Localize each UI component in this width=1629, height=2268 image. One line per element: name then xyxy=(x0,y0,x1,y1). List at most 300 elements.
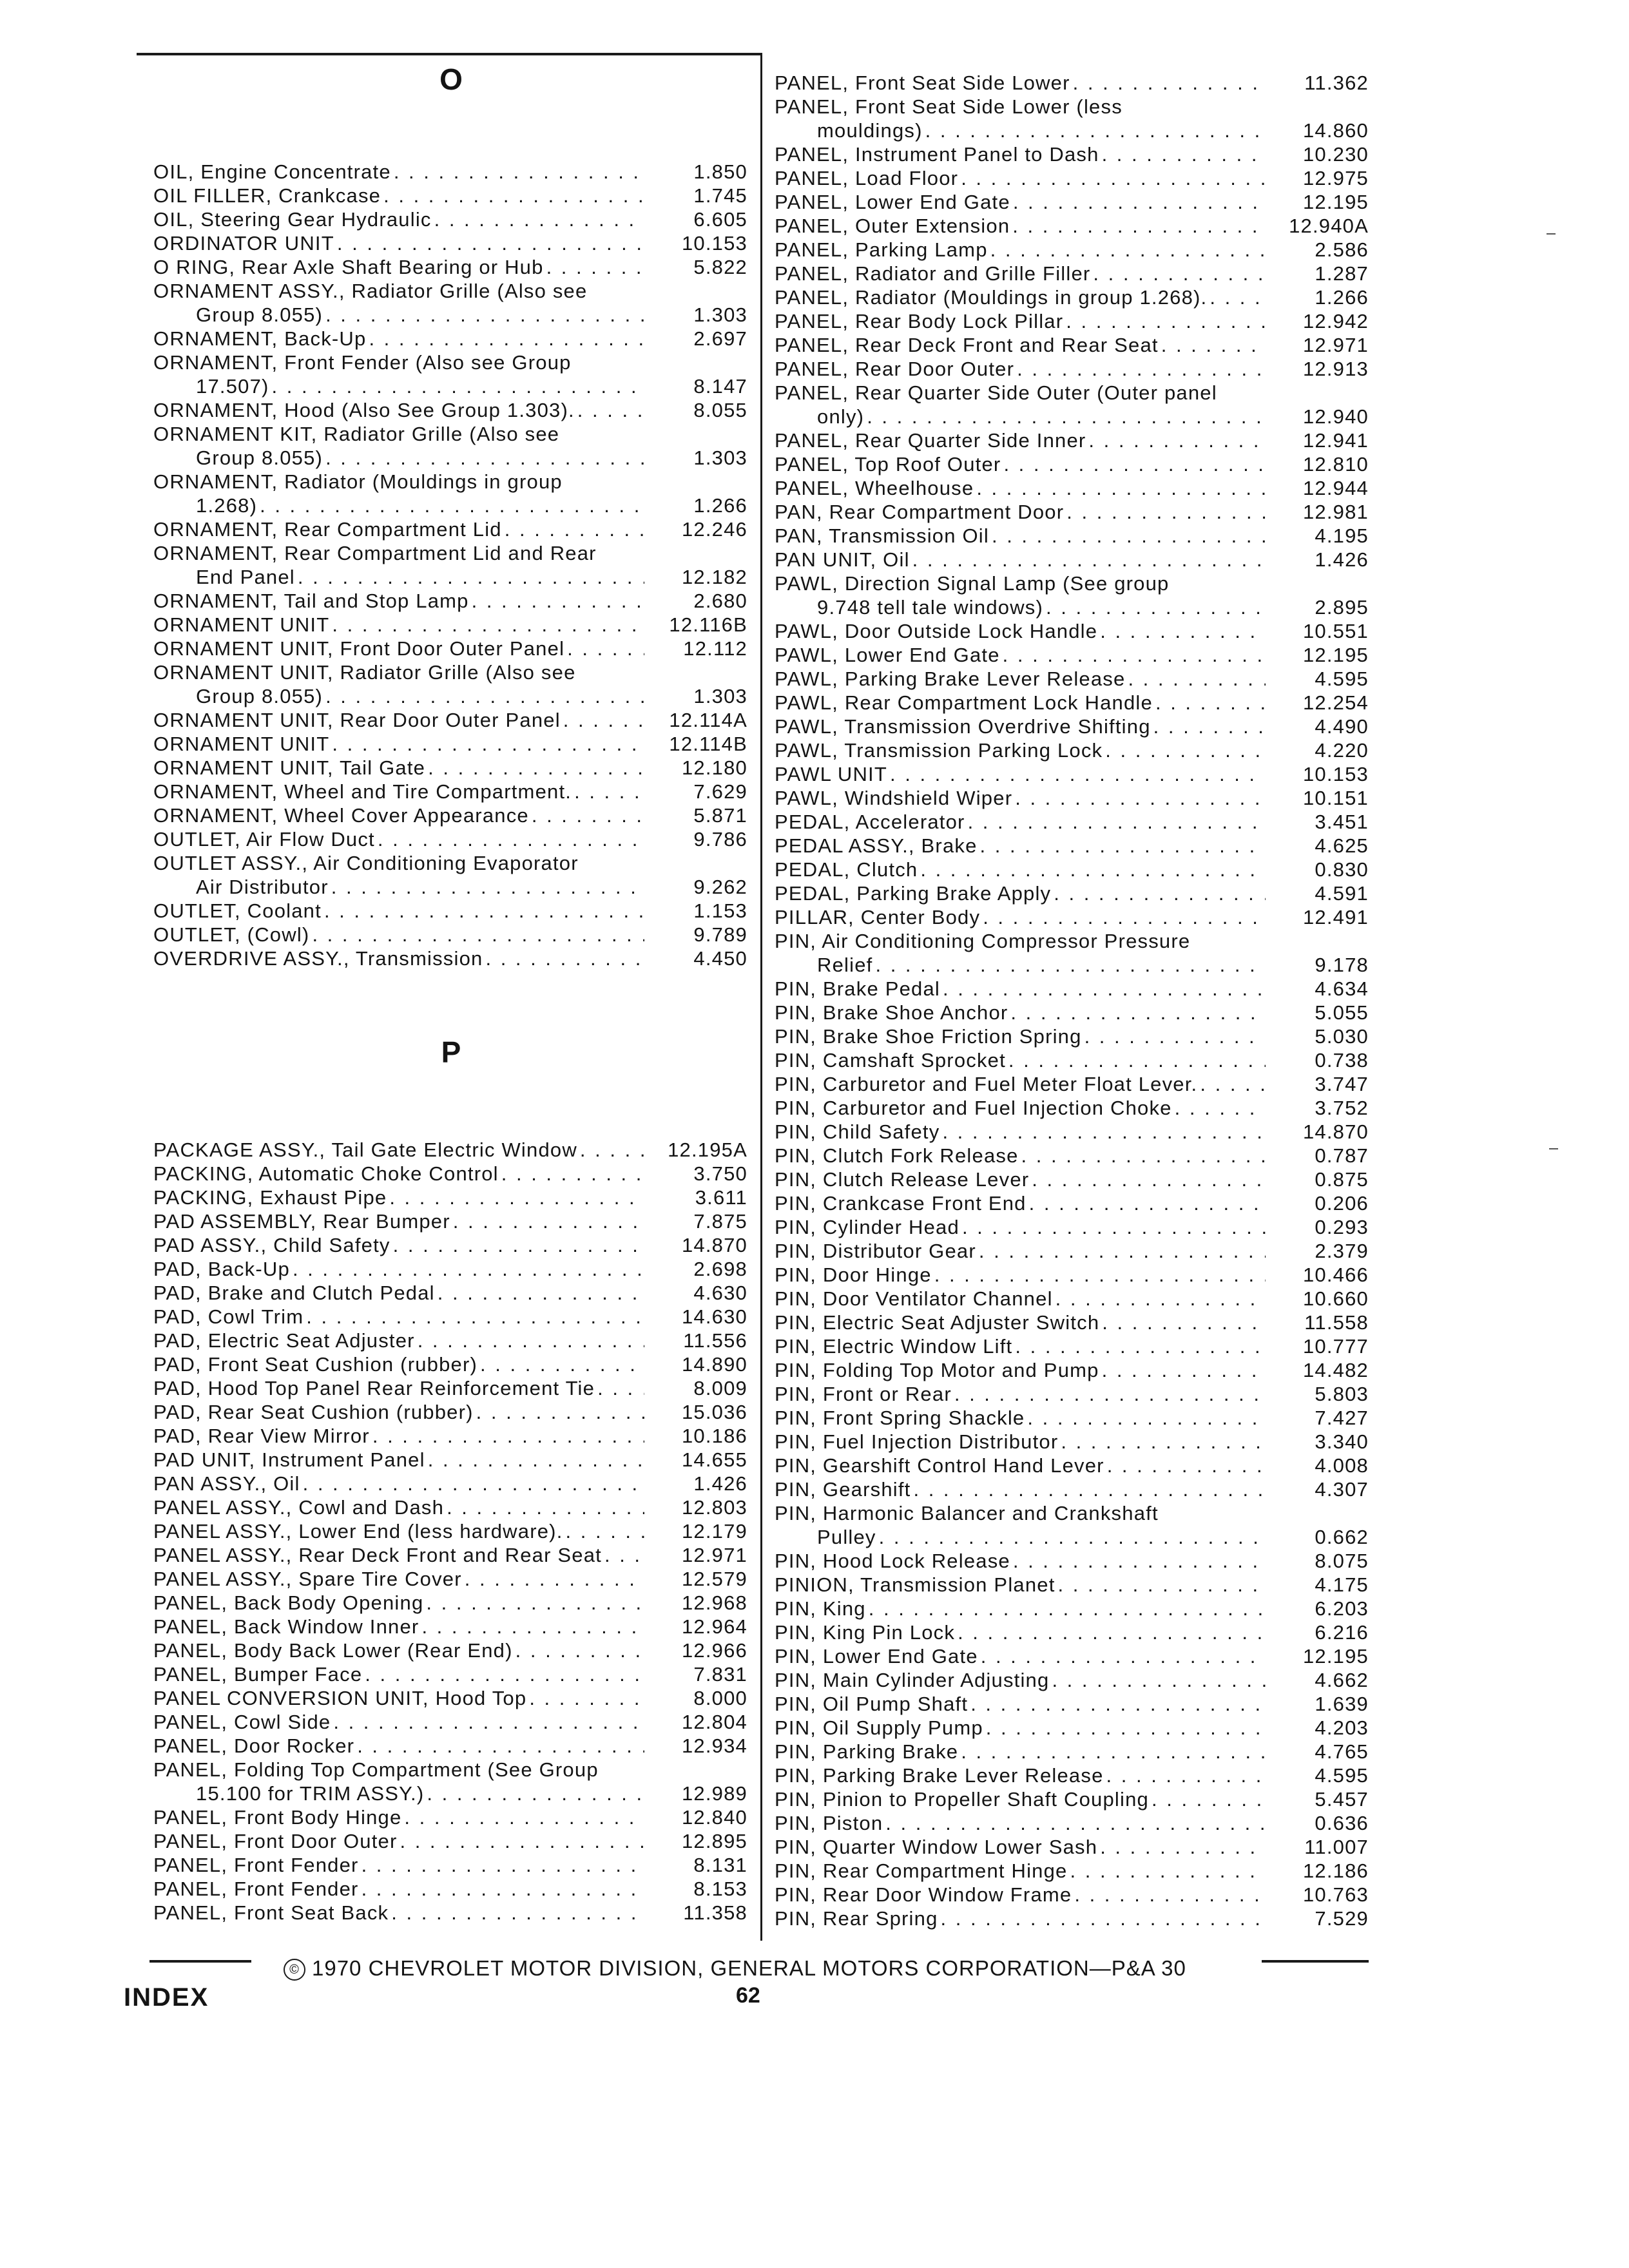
entry-heading xyxy=(775,1692,1369,1716)
dot-leader xyxy=(564,637,644,660)
entry-reference-number: 8.147 xyxy=(693,375,747,398)
index-entry xyxy=(775,643,1369,667)
entry-heading xyxy=(775,1096,1369,1120)
index-entry xyxy=(775,333,1369,357)
dot-leader xyxy=(1097,619,1266,643)
index-entry xyxy=(153,1662,747,1686)
index-entry xyxy=(775,1454,1369,1477)
entry-text: PACKING, Automatic Choke Control xyxy=(153,1162,499,1185)
entry-text: PAD, Brake and Clutch Pedal xyxy=(153,1282,435,1304)
entry-reference-number: 10.777 xyxy=(1302,1335,1369,1358)
index-entry xyxy=(775,381,1369,428)
entry-text: OUTLET, Coolant xyxy=(153,899,322,922)
entry-heading xyxy=(775,1763,1369,1787)
entry-reference-number: 4.662 xyxy=(1315,1669,1369,1691)
index-entry xyxy=(153,1829,747,1853)
index-entry xyxy=(775,1311,1369,1334)
index-entry xyxy=(153,637,747,660)
index-entry xyxy=(775,190,1369,214)
dot-leader xyxy=(978,1644,1266,1668)
index-entry xyxy=(153,1352,747,1376)
entry-heading xyxy=(153,1424,747,1448)
dot-leader xyxy=(958,166,1266,190)
entry-reference-number: 10.551 xyxy=(1302,620,1369,642)
index-entry xyxy=(775,1811,1369,1835)
entry-continuation xyxy=(153,374,747,398)
entry-reference-number: 10.230 xyxy=(1302,143,1369,166)
entry-heading xyxy=(775,1263,1369,1287)
index-entry xyxy=(775,977,1369,1001)
dot-leader xyxy=(958,1740,1266,1763)
entry-heading xyxy=(775,1072,1369,1096)
copyright-text: 1970 CHEVROLET MOTOR DIVISION, GENERAL MOTORS CORPORATION—P&A 30 xyxy=(312,1956,1186,1980)
entry-text: PEDAL, Accelerator xyxy=(775,811,965,833)
entry-text: PAN, Rear Compartment Door xyxy=(775,501,1065,523)
entry-reference-number: 2.379 xyxy=(1315,1240,1369,1262)
entry-heading xyxy=(775,858,1369,881)
dot-leader xyxy=(334,231,644,255)
index-entry xyxy=(153,613,747,637)
entry-text: PIN, Parking Brake Lever Release xyxy=(775,1764,1104,1787)
entry-text: PAWL, Door Outside Lock Handle xyxy=(775,620,1098,642)
index-entry xyxy=(775,142,1369,166)
entry-text: mouldings) xyxy=(817,119,923,142)
dot-leader xyxy=(1029,1168,1266,1191)
dot-leader xyxy=(423,1591,644,1615)
entry-text: PANEL ASSY., Lower End (less hardware). xyxy=(153,1520,563,1542)
index-entry xyxy=(775,548,1369,572)
entry-heading xyxy=(153,1686,747,1710)
dot-leader xyxy=(1099,142,1266,166)
entry-reference-number: 15.036 xyxy=(681,1401,747,1423)
entry-reference-number: 12.971 xyxy=(1302,334,1369,356)
index-entry xyxy=(153,1472,747,1495)
index-entry xyxy=(153,1138,747,1162)
index-entry xyxy=(153,1567,747,1591)
index-entry xyxy=(153,279,747,327)
entry-heading xyxy=(775,786,1369,810)
index-entry xyxy=(775,1001,1369,1024)
entry-heading xyxy=(775,1811,1369,1835)
index-entry xyxy=(775,1787,1369,1811)
entry-text: 1.268) xyxy=(196,494,258,517)
dot-leader xyxy=(1072,1883,1266,1907)
index-entry xyxy=(153,351,747,398)
entry-text: PANEL, Door Rocker xyxy=(153,1735,355,1757)
index-entry xyxy=(153,1877,747,1901)
entry-text: PANEL ASSY., Cowl and Dash xyxy=(153,1496,445,1519)
entry-heading xyxy=(153,1805,747,1829)
entry-reference-number: 14.890 xyxy=(681,1353,747,1376)
entry-heading xyxy=(775,1048,1369,1072)
entry-text: PANEL, Bumper Face xyxy=(153,1663,363,1686)
dot-leader xyxy=(432,207,644,231)
index-entry xyxy=(775,1477,1369,1501)
entry-heading xyxy=(153,708,747,732)
entry-reference-number: 8.000 xyxy=(693,1687,747,1709)
entry-reference-number: 12.941 xyxy=(1302,429,1369,452)
index-entry xyxy=(153,160,747,184)
entry-continuation xyxy=(153,565,747,589)
entry-heading xyxy=(775,738,1369,762)
entry-text: PIN, Oil Supply Pump xyxy=(775,1716,983,1739)
entry-heading xyxy=(775,572,1369,595)
dot-leader xyxy=(469,589,644,613)
entry-text: PAD, Rear View Mirror xyxy=(153,1425,370,1447)
entry-text: Relief xyxy=(817,954,873,976)
entry-reference-number: 0.787 xyxy=(1315,1144,1369,1167)
dot-leader xyxy=(450,1209,644,1233)
entry-reference-number: 12.971 xyxy=(681,1544,747,1566)
dot-leader xyxy=(502,517,644,541)
entry-text: 15.100 for TRIM ASSY.) xyxy=(196,1782,425,1805)
index-entry xyxy=(153,1519,747,1543)
entry-text: ORNAMENT UNIT, Rear Door Outer Panel xyxy=(153,709,561,731)
entry-reference-number: 9.789 xyxy=(693,923,747,946)
index-entry xyxy=(153,780,747,803)
entry-reference-number: 12.195 xyxy=(1302,644,1369,666)
index-entry xyxy=(775,1907,1369,1930)
index-entry xyxy=(775,738,1369,762)
entry-text: PAWL, Direction Signal Lamp (See group xyxy=(775,572,1170,595)
entry-text: PANEL, Front Fender xyxy=(153,1878,359,1900)
entry-reference-number: 14.655 xyxy=(681,1448,747,1471)
dot-leader xyxy=(389,1901,644,1925)
entry-reference-number: 0.293 xyxy=(1315,1216,1369,1238)
dot-leader xyxy=(462,1567,644,1591)
left-column-p-list xyxy=(153,1138,747,1925)
entry-text: PEDAL ASSY., Brake xyxy=(775,834,978,857)
entry-reference-number: 14.870 xyxy=(1302,1120,1369,1143)
dot-leader xyxy=(1051,881,1266,905)
dot-leader xyxy=(526,1686,644,1710)
entry-reference-number: 7.427 xyxy=(1315,1407,1369,1429)
entry-reference-number: 0.206 xyxy=(1315,1192,1369,1215)
entry-heading xyxy=(775,1334,1369,1358)
entry-text: PIN, Main Cylinder Adjusting xyxy=(775,1669,1050,1691)
entry-heading xyxy=(153,351,747,374)
entry-text: PANEL, Wheelhouse xyxy=(775,477,974,499)
entry-text: ORNAMENT, Radiator (Mouldings in group xyxy=(153,470,563,493)
entry-reference-number: 12.182 xyxy=(681,566,747,588)
entry-text: PIN, King xyxy=(775,1597,866,1620)
index-entry xyxy=(775,476,1369,500)
entry-text: ORNAMENT, Front Fender (Also see Group xyxy=(153,351,572,374)
entry-reference-number: 11.358 xyxy=(683,1901,747,1924)
dot-leader xyxy=(1153,691,1266,715)
dot-leader xyxy=(1064,500,1266,524)
entry-text: PIN, Electric Window Lift xyxy=(775,1335,1013,1358)
dot-leader xyxy=(988,238,1266,262)
index-entry xyxy=(775,285,1369,309)
dot-leader xyxy=(1197,1072,1266,1096)
entry-text: PIN, Piston xyxy=(775,1812,883,1834)
entry-reference-number: 4.203 xyxy=(1315,1716,1369,1739)
index-entry xyxy=(153,1233,747,1257)
entry-text: PAN, Transmission Oil xyxy=(775,524,989,547)
index-entry xyxy=(153,1424,747,1448)
entry-text: 17.507) xyxy=(196,375,269,398)
entry-reference-number: 9.262 xyxy=(693,876,747,898)
dot-leader xyxy=(370,1424,644,1448)
entry-text: PAN ASSY., Oil xyxy=(153,1472,300,1495)
entry-continuation xyxy=(775,953,1369,977)
entry-reference-number: 4.630 xyxy=(693,1282,747,1304)
entry-continuation xyxy=(775,595,1369,619)
footer-copyright xyxy=(284,1956,1186,1981)
index-entry xyxy=(775,500,1369,524)
entry-heading xyxy=(775,1430,1369,1454)
entry-text: PIN, Pinion to Propeller Shaft Coupling xyxy=(775,1788,1149,1811)
index-entry xyxy=(153,398,747,422)
entry-text: PAD, Rear Seat Cushion (rubber) xyxy=(153,1401,474,1423)
entry-heading xyxy=(153,923,747,947)
dot-leader xyxy=(1001,452,1266,476)
index-entry xyxy=(775,1287,1369,1311)
entry-reference-number: 6.203 xyxy=(1315,1597,1369,1620)
index-entry xyxy=(775,715,1369,738)
entry-heading xyxy=(775,1001,1369,1024)
dot-leader xyxy=(513,1639,644,1662)
entry-text: PIN, Hood Lock Release xyxy=(775,1550,1010,1572)
entry-reference-number: 12.895 xyxy=(681,1830,747,1852)
entry-text: PANEL, Front Door Outer xyxy=(153,1830,398,1852)
entry-reference-number: 12.942 xyxy=(1302,310,1369,332)
entry-text: PIN, Camshaft Sprocket xyxy=(775,1049,1006,1072)
index-entry xyxy=(775,1096,1369,1120)
entry-text: PIN, Clutch Release Lever xyxy=(775,1168,1030,1191)
entry-text: PIN, Electric Seat Adjuster Switch xyxy=(775,1311,1100,1334)
entry-reference-number: 1.153 xyxy=(693,899,747,922)
section-letter-p: P xyxy=(441,1035,461,1069)
entry-heading xyxy=(153,613,747,637)
entry-heading xyxy=(775,333,1369,357)
entry-reference-number: 12.966 xyxy=(681,1639,747,1662)
entry-continuation xyxy=(153,303,747,327)
entry-reference-number: 10.763 xyxy=(1302,1883,1369,1906)
dot-leader xyxy=(1055,1573,1266,1597)
dot-leader xyxy=(918,858,1266,881)
entry-text: PANEL, Front Body Hinge xyxy=(153,1806,402,1829)
entry-heading xyxy=(153,1352,747,1376)
entry-reference-number: 3.611 xyxy=(695,1186,747,1209)
entry-heading xyxy=(775,166,1369,190)
scan-mark xyxy=(1547,233,1556,235)
index-entry xyxy=(153,756,747,780)
entry-reference-number: 1.745 xyxy=(693,184,747,207)
dot-leader xyxy=(978,834,1266,858)
entry-text: PAWL UNIT xyxy=(775,763,887,785)
entry-text: PIN, Distributor Gear xyxy=(775,1240,976,1262)
entry-heading xyxy=(153,1329,747,1352)
entry-heading xyxy=(775,262,1369,285)
entry-text: PAWL, Windshield Wiper xyxy=(775,787,1013,809)
entry-heading xyxy=(775,1382,1369,1406)
dot-leader xyxy=(1058,1430,1266,1454)
dot-leader xyxy=(499,1162,644,1186)
entry-heading xyxy=(775,381,1369,405)
entry-text: PANEL, Front Fender xyxy=(153,1854,359,1876)
index-entry xyxy=(153,923,747,947)
entry-reference-number: 12.840 xyxy=(681,1806,747,1829)
index-entry xyxy=(775,1883,1369,1907)
entry-heading xyxy=(153,827,747,851)
dot-leader xyxy=(323,684,644,708)
entry-reference-number: 1.426 xyxy=(1315,548,1369,571)
entry-reference-number: 4.490 xyxy=(1315,715,1369,738)
entry-text: PIN, Clutch Fork Release xyxy=(775,1144,1019,1167)
entry-reference-number: 6.216 xyxy=(1315,1621,1369,1644)
entry-reference-number: 2.698 xyxy=(693,1258,747,1280)
entry-text: PANEL, Rear Body Lock Pillar xyxy=(775,310,1064,332)
entry-reference-number: 6.605 xyxy=(693,208,747,231)
entry-text: PANEL ASSY., Rear Deck Front and Rear Seat xyxy=(153,1544,602,1566)
entry-continuation xyxy=(153,494,747,517)
footer-rule-right xyxy=(1262,1960,1369,1963)
dot-leader xyxy=(974,476,1266,500)
entry-reference-number: 8.009 xyxy=(693,1377,747,1399)
dot-leader xyxy=(866,1597,1266,1620)
entry-reference-number: 12.810 xyxy=(1302,453,1369,476)
entry-reference-number: 12.975 xyxy=(1302,167,1369,189)
index-entry xyxy=(775,1263,1369,1287)
index-entry xyxy=(775,929,1369,977)
dot-leader xyxy=(381,184,644,207)
entry-heading xyxy=(775,1883,1369,1907)
entry-text: PACKAGE ASSY., Tail Gate Electric Window xyxy=(153,1139,577,1161)
entry-text: ORNAMENT, Rear Compartment Lid xyxy=(153,518,502,541)
entry-heading xyxy=(775,142,1369,166)
dot-leader xyxy=(257,494,644,517)
entry-reference-number: 1.850 xyxy=(693,160,747,183)
entry-text: PEDAL, Clutch xyxy=(775,858,918,881)
dot-leader xyxy=(959,1215,1266,1239)
entry-reference-number: 12.491 xyxy=(1302,906,1369,928)
entry-reference-number: 3.340 xyxy=(1315,1430,1369,1453)
index-entry xyxy=(775,262,1369,285)
index-entry xyxy=(775,1763,1369,1787)
entry-text: PIN, Door Hinge xyxy=(775,1264,932,1286)
entry-reference-number: 11.362 xyxy=(1304,72,1369,94)
entry-text: PANEL, Rear Quarter Side Inner xyxy=(775,429,1086,452)
entry-reference-number: 4.450 xyxy=(693,947,747,970)
entry-text: PANEL, Radiator (Mouldings in group 1.268). xyxy=(775,286,1208,309)
dot-leader xyxy=(425,1448,644,1472)
entry-reference-number: 12.913 xyxy=(1302,358,1369,380)
dot-leader xyxy=(354,1734,644,1758)
entry-text: ORNAMENT, Hood (Also See Group 1.303). xyxy=(153,399,575,421)
entry-text: PANEL, Cowl Side xyxy=(153,1711,331,1733)
dot-leader xyxy=(1049,1668,1266,1692)
entry-reference-number: 2.586 xyxy=(1315,238,1369,261)
entry-heading xyxy=(153,1376,747,1400)
index-entry xyxy=(153,1758,747,1805)
index-entry xyxy=(153,1686,747,1710)
entry-text: PANEL, Instrument Panel to Dash xyxy=(775,143,1099,166)
column-divider xyxy=(760,53,762,1941)
entry-text: PANEL, Body Back Lower (Rear End) xyxy=(153,1639,513,1662)
entry-heading xyxy=(153,1472,747,1495)
entry-heading xyxy=(775,1024,1369,1048)
dot-leader xyxy=(572,780,644,803)
entry-heading xyxy=(153,160,747,184)
dot-leader xyxy=(329,875,644,899)
entry-text: PAD, Back-Up xyxy=(153,1258,290,1280)
entry-heading xyxy=(775,1287,1369,1311)
entry-text: PAD, Front Seat Cushion (rubber) xyxy=(153,1353,478,1376)
entry-text: ORNAMENT UNIT xyxy=(153,733,330,755)
dot-leader xyxy=(329,613,644,637)
entry-heading xyxy=(775,691,1369,715)
entry-text: Air Distributor xyxy=(196,876,329,898)
entry-text: PANEL, Front Seat Back xyxy=(153,1901,389,1924)
entry-reference-number: 4.008 xyxy=(1315,1454,1369,1477)
entry-reference-number: 5.822 xyxy=(693,256,747,278)
index-entry xyxy=(153,1615,747,1639)
entry-text: PANEL, Rear Deck Front and Rear Seat xyxy=(775,334,1159,356)
entry-heading xyxy=(153,1162,747,1186)
entry-heading xyxy=(153,1615,747,1639)
entry-reference-number: 4.195 xyxy=(1315,524,1369,547)
entry-reference-number: 0.738 xyxy=(1315,1049,1369,1072)
footer-page-number: 62 xyxy=(736,1983,760,2008)
index-entry xyxy=(153,1186,747,1209)
entry-reference-number: 10.153 xyxy=(681,232,747,255)
entry-reference-number: 12.195 xyxy=(1302,1645,1369,1667)
index-entry xyxy=(775,1144,1369,1168)
entry-heading xyxy=(153,803,747,827)
entry-heading xyxy=(775,190,1369,214)
entry-reference-number: 4.634 xyxy=(1315,977,1369,1000)
entry-heading xyxy=(775,1859,1369,1883)
entry-text: PILLAR, Center Body xyxy=(775,906,981,928)
index-entry xyxy=(775,572,1369,619)
entry-continuation xyxy=(775,119,1369,142)
dot-leader xyxy=(955,1620,1266,1644)
entry-text: PIN, Air Conditioning Compressor Pressure xyxy=(775,930,1191,952)
dot-leader xyxy=(923,119,1266,142)
entry-heading xyxy=(775,95,1369,119)
index-entry xyxy=(775,1430,1369,1454)
entry-heading xyxy=(775,428,1369,452)
entry-text: PANEL, Rear Quarter Side Outer (Outer panel xyxy=(775,381,1217,404)
dot-leader xyxy=(295,565,644,589)
entry-text: PAD, Hood Top Panel Rear Reinforcement Tie xyxy=(153,1377,595,1399)
entry-text: Group 8.055) xyxy=(196,447,323,469)
entry-heading xyxy=(775,667,1369,691)
entry-reference-number: 1.266 xyxy=(1315,286,1369,309)
entry-reference-number: 11.556 xyxy=(683,1329,747,1352)
entry-text: PANEL, Folding Top Compartment (See Group xyxy=(153,1758,599,1781)
entry-text: PANEL, Lower End Gate xyxy=(775,191,1010,213)
entry-heading xyxy=(153,780,747,803)
entry-heading xyxy=(153,1877,747,1901)
dot-leader xyxy=(435,1281,644,1305)
entry-reference-number: 4.595 xyxy=(1315,668,1369,690)
entry-reference-number: 8.153 xyxy=(693,1878,747,1900)
entry-text: PIN, Rear Spring xyxy=(775,1907,938,1930)
dot-leader xyxy=(940,1120,1266,1144)
entry-heading xyxy=(775,1573,1369,1597)
dot-leader xyxy=(544,255,644,279)
index-entry xyxy=(153,827,747,851)
index-entry xyxy=(153,231,747,255)
entry-text: ORNAMENT, Wheel and Tire Compartment. xyxy=(153,780,572,803)
entry-text: End Panel xyxy=(196,566,295,588)
entry-heading xyxy=(775,1501,1369,1525)
entry-reference-number: 2.895 xyxy=(1315,596,1369,619)
entry-heading xyxy=(775,1120,1369,1144)
